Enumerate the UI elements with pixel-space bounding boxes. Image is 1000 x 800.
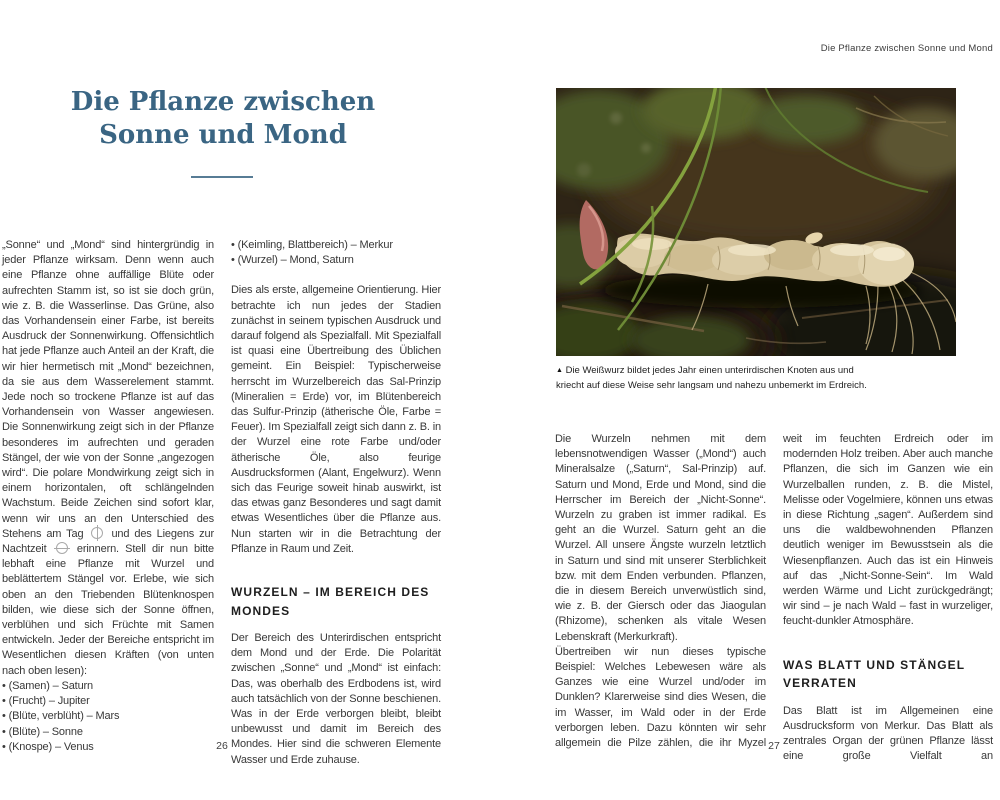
list-item: • (Keimling, Blattbereich) – Merkur xyxy=(231,238,441,253)
list-item: • (Knospe) – Venus xyxy=(2,740,214,755)
list-item: • (Wurzel) – Mond, Saturn xyxy=(231,253,441,268)
planet-correspondence-list-continued xyxy=(231,238,441,268)
photo-caption-line2: kriecht auf diese Weise sehr langsam und nahezu unbemerkt im Erdreich. xyxy=(556,379,867,391)
night-lying-symbol-icon xyxy=(56,542,68,554)
uebertreiben-paragraph: Übertreiben wir nun dieses typische Beispiel: Welches Lebewesen wäre als Ganzes wie eine Wurzel und/oder im Dunklen? Klarerweise sind dies Wesen, die im Wasser, im Wald oder in der Erde verborgen leben. Dazu könnten wir sehr allgemein die Pilze zählen, die ihr Myzel xyxy=(555,645,766,750)
left-page-column-2 xyxy=(231,238,441,768)
wurzeln-paragraph: Der Bereich des Unterirdischen entspricht dem Mond und der Erde. Die Polarität zwischen „Sonne“ und „Mond“ ist einfach: Das, was oberhalb des Erdbodens ist, wird auch tatsächlich von der Sonne beschienen. Was in der Erde verborgen bleibt, bleibt unbewusst und damit im Bereich des Mondes. Hier sind die schweren Elemente Wasser und Erde zuhause. xyxy=(231,632,441,766)
blatt-paragraph: Das Blatt ist im Allgemeinen eine Ausdrucksform von Merkur. Das Blatt als zentrales Organ der grünen Pflanze lässt eine große Vielfalt an xyxy=(783,704,993,763)
day-standing-symbol-icon xyxy=(91,527,103,539)
page-title xyxy=(0,86,446,152)
intro-text-3: erinnern. Stell dir nun bitte lebhaft eine Pflanze mit Wurzel und beblättertem Stängel vor. Erlebe, wie sich oben an den Triebenden Blütenknospen bilden, wie diese sich der Sonne öffnen, verblühen und sich Früchte mit Samen entwickeln. Jeder der Bereiche entspricht im Wesentlichen diesen Kräften (von unten nach oben lesen): xyxy=(2,543,215,677)
wurzeln-detail-paragraph: Die Wurzeln nehmen mit dem lebensnotwendigen Wasser („Mond“) auch Mineralsalze („Saturn“, Sal-Prinzip) auf. Saturn und Mond, Erde und Mond, sind die Herrscher im Bereich der „Nicht-Sonne“. Wurzeln zu graben ist immer radikal. Es geht an die Wurzel. Saturn geht an die Wurzel. All unsere Ängste wurzeln letztlich in Saturn und sind mit unserer Sterblichkeit bzw. mit dem Enden verbunden. Pflanzen, die in diesem Bereich unverwüstlich sind, wie z. B. der Giersch oder das Jiaogulan (Rhizome), schenken als vitale Wesen Lebenskraft (Merkurkraft). xyxy=(555,433,766,643)
orientation-paragraph: Dies als erste, allgemeine Orientierung. Hier betrachte ich nun jedes der Stadien zunächst in seinem typischen Ausdruck und darauf folgend als Spezialfall. Mit Spezialfall ist quasi eine Übertreibung des Üblichen gemeint. Ein Beispiel: Typischerweise herrscht im Wurzelbereich das Sal-Prinzip (Mineralien = Erde) vor, im Blütenbereich das Sulfur-Prinzip (ätherische Öle, Farbe = Feuer). Im Spezialfall zeigt sich dann z. B. in der Wurzel eine rote Farbe und/oder ätherische Öle, also feurige Ausdrucksformen (Alant, Engelwurz). Wenn sich das Feurige soweit hinab auswirkt, ist das etwas ganz Besonderes und sagt damit etwas Wesentliches über die Pflanze aus. Nun starten wir in die Betrachtung der Pflanze in Raum und Zeit. xyxy=(231,284,441,555)
intro-text-2: und des Liegens zur Nachtzeit xyxy=(2,527,214,556)
intro-paragraph xyxy=(2,238,214,679)
right-page-column-2 xyxy=(783,432,993,764)
list-item: • (Blüte) – Sonne xyxy=(2,725,214,740)
title-divider-rule xyxy=(191,176,253,178)
right-page-column-1 xyxy=(555,432,766,751)
photo-caption-line1 xyxy=(556,364,876,379)
section-heading-blatt: WAS BLATT UND STÄNGEL VERRATEN xyxy=(783,657,965,691)
photo-caption xyxy=(556,364,876,393)
section-heading-wurzeln: WURZELN – IM BEREICH DES MONDES xyxy=(231,585,430,618)
rhizome-photo xyxy=(556,88,956,356)
running-head: Die Pflanze zwischen Sonne und Mond xyxy=(820,43,993,54)
list-item: • (Frucht) – Jupiter xyxy=(2,694,214,709)
page-title-line2: Sonne und Mond xyxy=(99,120,347,150)
page-title-line1: Die Pflanze zwischen xyxy=(70,87,376,117)
page-number-right: 27 xyxy=(768,740,780,752)
caption-text-1: Die Weißwurz bildet jedes Jahr einen unterirdischen Knoten aus und xyxy=(565,365,854,376)
planet-correspondence-list xyxy=(2,679,214,755)
caption-triangle-icon: ▲ xyxy=(556,367,563,374)
wald-paragraph: weit im feuchten Erdreich oder im modernden Holz treiben. Aber auch manche Pflanzen, die sich im Ganzen wie ein Wurzelballen runden, z. B. die Mistel, Melisse oder Vogelmiere, können uns etwas in diese Richtung „sagen“. Außerdem sind uns die waldbewohnenden Pflanzen deutlich weniger im Bewusstsein als die Wiesenpflanzen. Auch das ist ein Hinweis auf das „Nicht-Sonne-Sein“. Im Wald werden Wärme und Licht zurückgedrängt; wir sind – je nach Wald – fast in wurzeliger, feucht-dunkler Atmosphäre. xyxy=(783,433,993,628)
page-number-left: 26 xyxy=(216,740,228,752)
list-item: • (Blüte, verblüht) – Mars xyxy=(2,709,214,724)
forest-floor-photo-illustration xyxy=(556,88,956,356)
intro-text-1: „Sonne“ und „Mond“ sind hintergründig in jeder Pflanze wirksam. Denn wenn auch eine Pflanze ohne auffällige Blüte oder aufrechten Stamm ist, so ist sie doch grün, wie z. B. die Wasserlinse. Das Grüne, also das Vorhandensein einer Farbe, ist bereits Ausdruck der Sonnenwirkung. Offensichtlich hat jede Pflanze auch Anteil an der Kraft, die wir hier hermetisch mit „Mond“ bezeichnen, da sie aus dem Wasserelement stammt. Jede noch so trockene Pflanze ist auf das Vorhandensein von Wasser angewiesen. Die Sonnenwirkung zeigt sich in der Pflanze besonderes im aufrechten und geraden Stängel, der wie von der Sonne „angezogen wird“. Die polare Mondwirkung zeigt sich in einem horizontalen, oft schlängelnden Wachstum. Beide Zeichen sind sofort klar, wenn wir uns an den Unterschied des Stehens am Tag xyxy=(2,239,214,540)
left-page-column-1 xyxy=(2,238,214,755)
list-item: • (Samen) – Saturn xyxy=(2,679,214,694)
